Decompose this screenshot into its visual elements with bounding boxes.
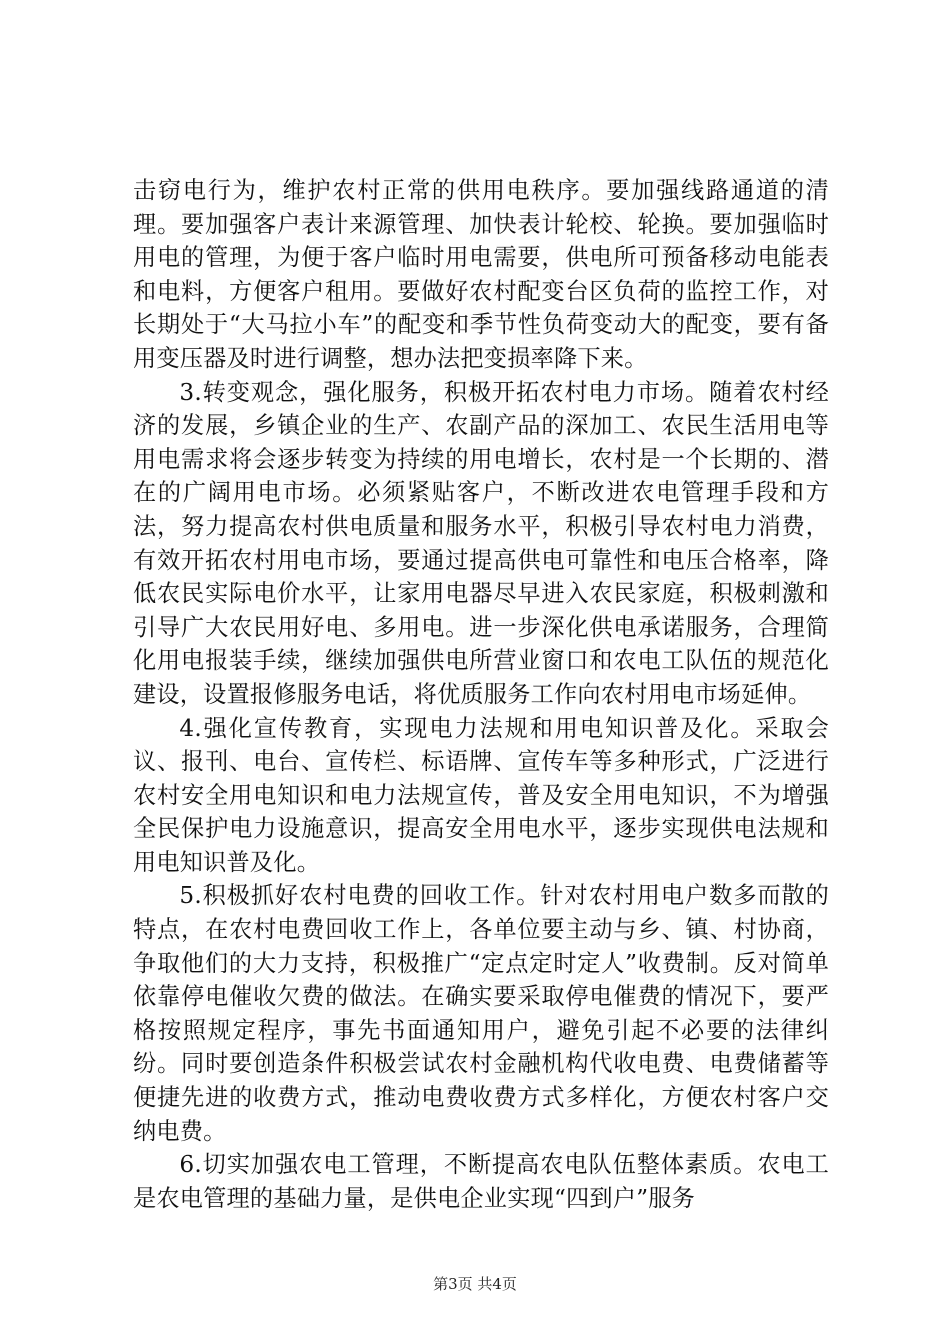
paragraph-item-3: 3.转变观念，强化服务，积极开拓农村电力市场。随着农村经济的发展，乡镇企业的生产、农副产品的深加工、农民生活用电等用电需求将会逐步转变为持续的用电增长，农村是一个长期的、潜在的广阔用电市场。必须紧贴客户，不断改进农电管理手段和方法，努力提高农村供电质量和服务水平，积极引导农村电力消费，有效开拓农村用电市场，要通过提高供电可靠性和电压合格率，降低农民实际电价水平，让家用电器尽早进入农民家庭，积极刺激和引导广大农民用好电、多用电。进一步深化供电承诺服务，合理简化用电报装手续，继续加强供电所营业窗口和农电工队伍的规范化建设，设置报修服务电话，将优质服务工作向农村用电市场延伸。 (133, 378, 829, 708)
paragraph-item-6: 6.切实加强农电工管理，不断提高农电队伍整体素质。农电工是农电管理的基础力量，是供电企业实现“四到户”服务 (133, 1151, 829, 1212)
document-body (133, 174, 829, 1215)
paragraph-continuation: 击窃电行为，维护农村正常的供用电秩序。要加强线路通道的清理。要加强客户表计来源管理、加快表计轮校、轮换。要加强临时用电的管理，为便于客户临时用电需要，供电所可预备移动电能表和电料，方便客户租用。要做好农村配变台区负荷的监控工作，对长期处于“大马拉小车”的配变和季节性负荷变动大的配变，要有备用变压器及时进行调整，想办法把变损率降下来。 (133, 177, 829, 372)
paragraph-item-5: 5.积极抓好农村电费的回收工作。针对农村用电户数多而散的特点，在农村电费回收工作上，各单位要主动与乡、镇、村协商，争取他们的大力支持，积极推广“定点定时定人”收费制。反对简单依靠停电催收欠费的做法。在确实要采取停电催费的情况下，要严格按照规定程序，事先书面通知用户，避免引起不必要的法律纠纷。同时要创造条件积极尝试农村金融机构代收电费、电费储蓄等便捷先进的收费方式，推动电费收费方式多样化，方便农村客户交纳电费。 (133, 882, 829, 1145)
page-footer: 第3页 共4页 (433, 1275, 517, 1293)
paragraph-item-4: 4.强化宣传教育，实现电力法规和用电知识普及化。采取会议、报刊、电台、宣传栏、标语牌、宣传车等多种形式，广泛进行农村安全用电知识和电力法规宣传，普及安全用电知识，不为增强全民保护电力设施意识，提高安全用电水平，逐步实现供电法规和用电知识普及化。 (133, 714, 829, 876)
